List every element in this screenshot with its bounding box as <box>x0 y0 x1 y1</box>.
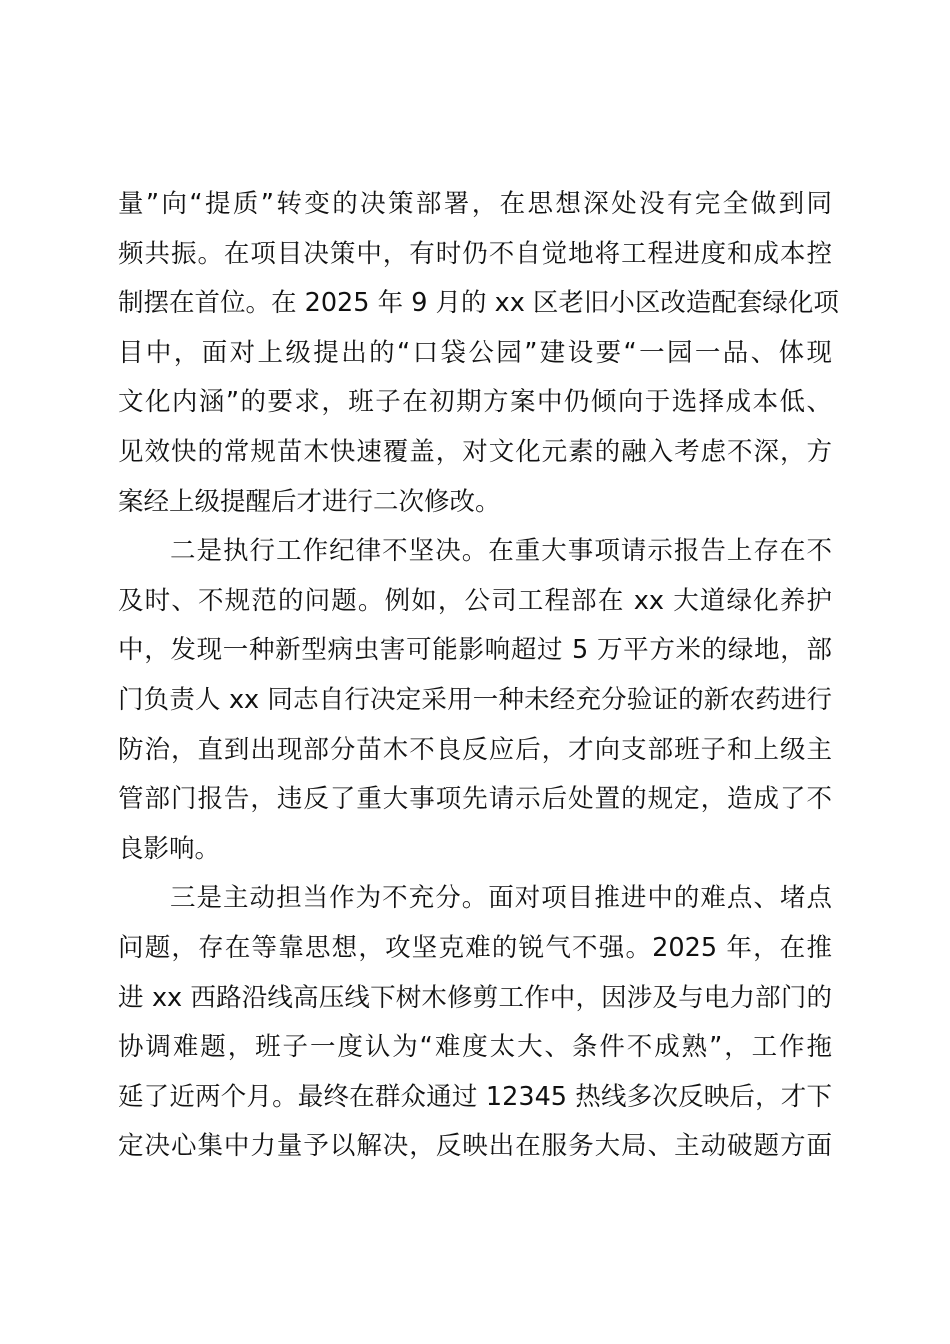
paragraph <box>118 527 832 874</box>
text-line: 问题，存在等靠思想，攻坚克难的锐气不强。2025 年，在推 <box>118 932 832 963</box>
text-line: 防治，直到出现部分苗木不良反应后，才向支部班子和上级主 <box>118 734 832 765</box>
text-line: 延了近两个月。最终在群众通过 12345 热线多次反映后，才下 <box>118 1081 832 1112</box>
text-line: 制摆在首位。在 2025 年 9 月的 xx 区老旧小区改造配套绿化项 <box>118 288 839 319</box>
text-line: 见效快的常规苗木快速覆盖，对文化元素的融入考虑不深，方 <box>118 436 832 467</box>
text-line: 进 xx 西路沿线高压线下树木修剪工作中，因涉及与电力部门的 <box>118 982 832 1013</box>
text-line: 管部门报告，违反了重大事项先请示后处置的规定，造成了不 <box>118 784 832 815</box>
text-line: 二是执行工作纪律不坚决。在重大事项请示报告上存在不 <box>170 536 832 567</box>
text-line: 协调难题，班子一度认为“难度太大、条件不成熟”，工作拖 <box>118 1032 832 1063</box>
text-line: 目中，面对上级提出的“口袋公园”建设要“一园一品、体现 <box>118 337 832 368</box>
text-line: 案经上级提醒后才进行二次修改。 <box>118 486 501 517</box>
text-line: 量”向“提质”转变的决策部署，在思想深处没有完全做到同 <box>118 189 832 219</box>
text-line: 中，发现一种新型病虫害可能影响超过 5 万平方米的绿地，部 <box>118 635 832 666</box>
text-line: 三是主动担当作为不充分。面对项目推进中的难点、堵点 <box>170 883 832 914</box>
text-line: 频共振。在项目决策中，有时仍不自觉地将工程进度和成本控 <box>118 238 832 269</box>
text-line: 文化内涵”的要求，班子在初期方案中仍倾向于选择成本低、 <box>118 387 832 418</box>
text-line: 门负责人 xx 同志自行决定采用一种未经充分验证的新农药进行 <box>118 684 832 715</box>
text-line: 定决心集中力量予以解决，反映出在服务大局、主动破题方面 <box>118 1131 832 1162</box>
paragraph <box>118 180 839 527</box>
text-line: 及时、不规范的问题。例如，公司工程部在 xx 大道绿化养护 <box>118 585 832 616</box>
paragraph <box>118 874 832 1172</box>
document-body <box>118 180 839 1172</box>
text-line: 良影响。 <box>118 833 221 864</box>
